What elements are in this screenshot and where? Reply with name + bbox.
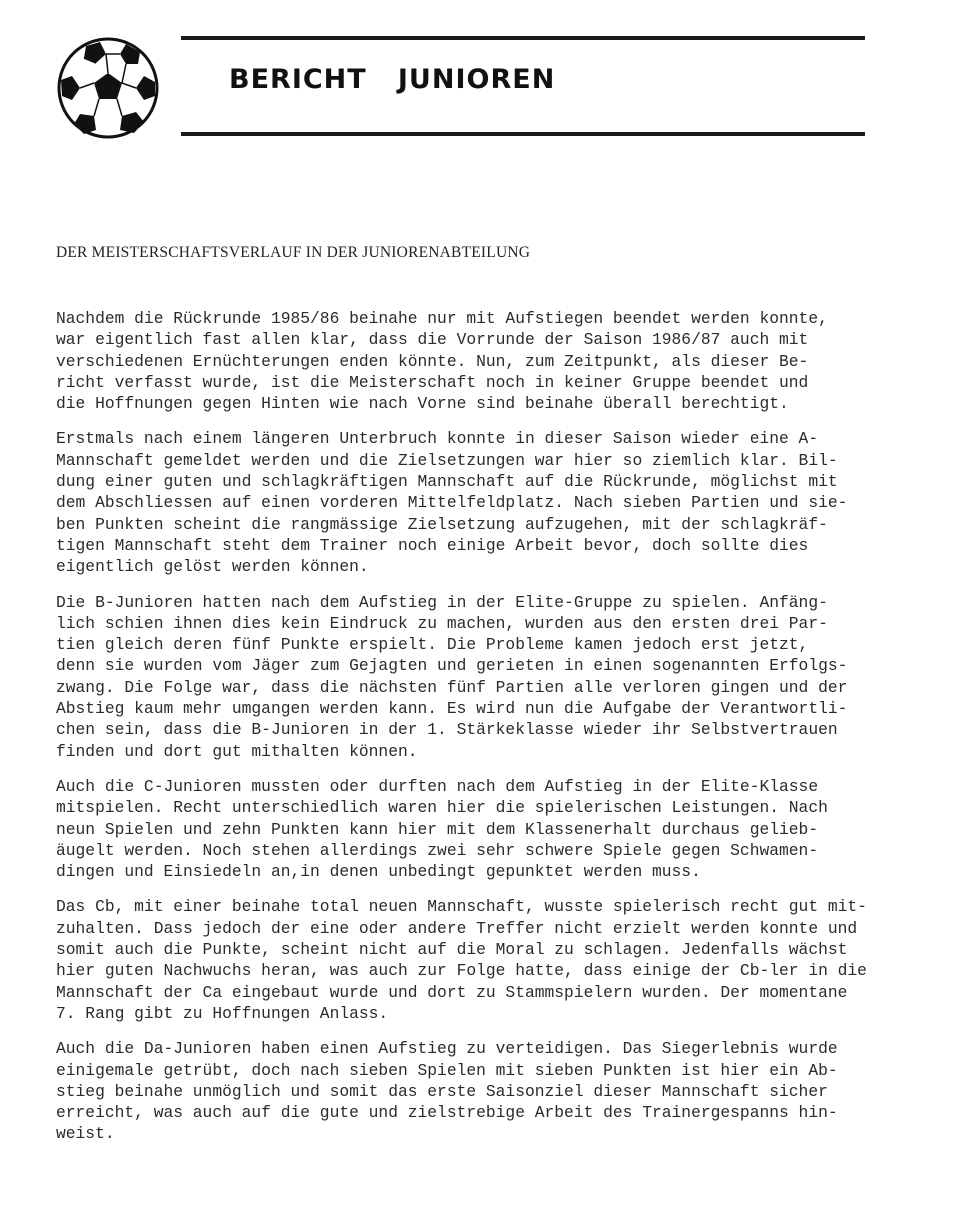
text-line: dingen und Einsiedeln an,in denen unbedingt gepunktet werden muss. [56,862,701,882]
text-line: dem Abschliessen auf einen vorderen Mittelfeldplatz. Nach sieben Partien und sie- [56,493,848,513]
text-line: verschiedenen Ernüchterungen enden könnte. Nun, zum Zeitpunkt, als dieser Be- [56,351,809,371]
text-line: 7. Rang gibt zu Hoffnungen Anlass. [56,1003,389,1023]
text-line: tien gleich deren fünf Punkte erspielt. Die Probleme kamen jedoch erst jetzt, [56,635,809,655]
text-line: Abstieg kaum mehr umgangen werden kann. Es wird nun die Aufgabe der Verantwortli- [56,699,848,719]
text-line: chen sein, dass die B-Junioren in der 1. Stärkeklasse wieder ihr Selbstvertrauen [56,720,838,740]
text-line: Erstmals nach einem längeren Unterbruch konnte in dieser Saison wieder eine A- [56,429,819,449]
text-line: Die B-Junioren hatten nach dem Aufstieg in der Elite-Gruppe zu spielen. Anfäng- [56,592,828,612]
soccer-ball-icon [56,36,160,140]
text-line: dung einer guten und schlagkräftigen Mannschaft auf die Rückrunde, möglichst mit [56,472,838,492]
page-title: BERICHT JUNIOREN [229,64,556,95]
header-rule-top [181,36,865,40]
paragraph [56,428,926,577]
text-line: die Hoffnungen gegen Hinten wie nach Vorne sind beinahe überall berechtigt. [56,394,789,414]
text-line: Nachdem die Rückrunde 1985/86 beinahe nur mit Aufstiegen beendet werden konnte, [56,309,828,328]
text-line: zwang. Die Folge war, dass die nächsten fünf Partien alle verloren gingen und der [56,677,848,697]
text-line: stieg beinahe unmöglich und somit das erste Saisonziel dieser Mannschaft sicher [56,1081,828,1101]
text-line: einigemale getrübt, doch nach sieben Spielen mit sieben Punkten ist hier ein Ab- [56,1060,838,1080]
text-line: Das Cb, mit einer beinahe total neuen Mannschaft, wusste spielerisch recht gut mit- [56,897,867,917]
report-header [0,0,960,150]
text-line: zuhalten. Dass jedoch der eine oder andere Treffer nicht erzielt werden konnte und [56,918,858,938]
header-rule-bottom [181,132,865,136]
text-line: erreicht, was auch auf die gute und zielstrebige Arbeit des Trainergespanns hin- [56,1103,838,1123]
paragraph [56,776,926,882]
text-line: somit auch die Punkte, scheint nicht auf die Moral zu schlagen. Jedenfalls wächst [56,940,848,960]
text-line: Auch die Da-Junioren haben einen Aufstieg zu verteidigen. Das Siegerlebnis wurde [56,1039,838,1059]
text-line: lich schien ihnen dies kein Eindruck zu machen, wurden aus den ersten drei Par- [56,613,828,633]
text-line: Auch die C-Junioren mussten oder durften nach dem Aufstieg in der Elite-Klasse [56,776,819,796]
text-line: tigen Mannschaft steht dem Trainer noch einige Arbeit bevor, doch sollte dies [56,535,809,555]
text-line: eigentlich gelöst werden können. [56,557,369,577]
text-line: ben Punkten scheint die rangmässige Zielsetzung aufzugehen, mit der schlagkräf- [56,514,828,534]
text-line: äugelt werden. Noch stehen allerdings zwei sehr schwere Spiele gegen Schwamen- [56,840,819,860]
text-line: neun Spielen und zehn Punkten kann hier mit dem Klassenerhalt durchaus gelieb- [56,819,819,839]
section-heading: DER MEISTERSCHAFTSVERLAUF IN DER JUNIORENABTEILUNG [56,244,531,261]
text-line: weist. [56,1124,115,1144]
text-line: denn sie wurden vom Jäger zum Gejagten und gerieten in einen sogenannten Erfolgs- [56,656,848,676]
paragraph [56,1038,926,1144]
text-line: war eigentlich fast allen klar, dass die Vorrunde der Saison 1986/87 auch mit [56,330,809,350]
paragraph [56,592,926,762]
text-line: Mannschaft gemeldet werden und die Zielsetzungen war hier so ziemlich klar. Bil- [56,450,838,470]
text-line: finden und dort gut mithalten können. [56,741,418,761]
report-body [56,308,926,1159]
paragraph [56,308,926,414]
text-line: Mannschaft der Ca eingebaut wurde und dort zu Stammspielern wurden. Der momentane [56,982,848,1002]
text-line: mitspielen. Recht unterschiedlich waren hier die spielerischen Leistungen. Nach [56,798,828,818]
text-line: richt verfasst wurde, ist die Meisterschaft noch in keiner Gruppe beendet und [56,372,809,392]
text-line: hier guten Nachwuchs heran, was auch zur Folge hatte, dass einige der Cb-ler in die [56,961,867,981]
paragraph [56,896,926,1024]
